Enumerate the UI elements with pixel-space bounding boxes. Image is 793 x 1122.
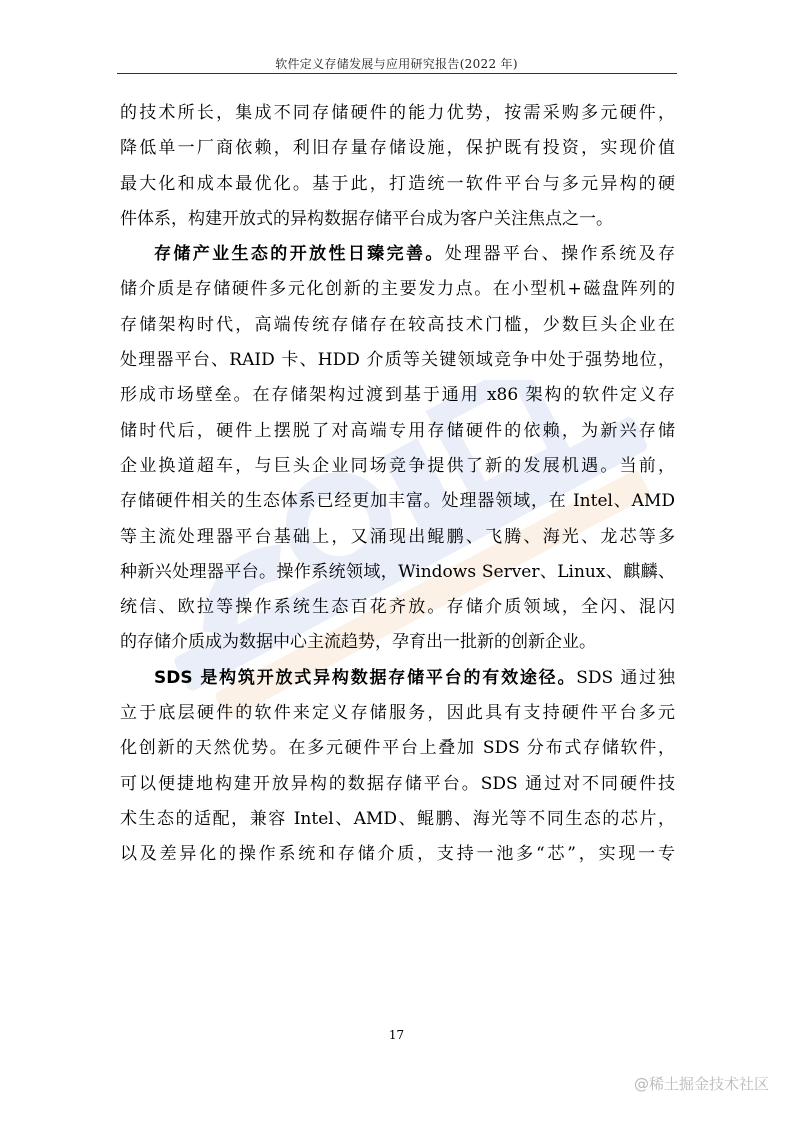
text-run: 储时代后，硬件上摆脱了对高端专用存储硬件的依赖，为新兴存储 — [120, 420, 675, 441]
text-line — [120, 520, 675, 555]
text-line — [120, 625, 675, 660]
source-credit: @稀土掘金技术社区 — [633, 1075, 769, 1093]
text-run: 企业换道超车，与巨头企业同场竞争提供了新的发展机遇。当前， — [120, 455, 675, 476]
text-run: 立于底层硬件的软件来定义存储服务，因此具有支持硬件平台多元 — [120, 703, 675, 724]
text-run: 形成市场壁垒。在存储架构过渡到基于通用 x86 架构的软件定义存 — [120, 385, 675, 406]
text-run: 存储架构时代，高端传统存储存在较高技术门槛，少数巨头企业在 — [120, 314, 675, 335]
text-run: 种新兴处理器平台。操作系统领域，Windows Server、Linux、麒麟、 — [120, 561, 675, 582]
text-line — [120, 767, 675, 802]
text-line — [120, 484, 675, 519]
text-line — [120, 378, 675, 413]
running-header: 软件定义存储发展与应用研究报告(2022 年) — [275, 57, 518, 71]
text-run: 最大化和成本最优化。基于此，打造统一软件平台与多元异构的硬 — [120, 173, 675, 194]
text-run: 可以便捷地构建开放异构的数据存储平台。SDS 通过对不同硬件技 — [120, 773, 675, 794]
text-line — [120, 414, 675, 449]
page-number: 17 — [388, 1028, 405, 1042]
text-line — [120, 661, 675, 696]
text-run: 统信、欧拉等操作系统生态百花齐放。存储介质领域，全闪、混闪 — [120, 597, 675, 618]
text-run: 件体系，构建开放式的异构数据存储平台成为客户关注焦点之一。 — [120, 208, 613, 229]
text-line — [120, 555, 675, 590]
body-text — [120, 96, 675, 873]
text-run: 的技术所长，集成不同存储硬件的能力优势，按需采购多元硬件， — [120, 103, 675, 123]
text-line — [120, 837, 675, 872]
text-line — [120, 272, 675, 307]
text-run: 处理器平台、RAID 卡、HDD 介质等关键领域竞争中处于强势地位， — [120, 350, 675, 371]
text-line — [120, 731, 675, 766]
text-line — [120, 449, 675, 484]
text-line — [120, 343, 675, 378]
text-run: 降低单一厂商依赖，利旧存量存储设施，保护既有投资，实现价值 — [120, 138, 675, 159]
text-line — [120, 237, 675, 272]
text-line — [120, 308, 675, 343]
text-run: 存储硬件相关的生态体系已经更加丰富。处理器领域，在 Intel、AMD — [120, 491, 675, 512]
text-line — [120, 96, 675, 131]
text-line — [120, 131, 675, 166]
text-run: 处理器平台、操作系统及存 — [444, 244, 676, 265]
bold-lead-phrase: SDS 是构筑开放式异构数据存储平台的有效途径。 — [154, 667, 577, 688]
text-run: 等主流处理器平台基础上，又涌现出鲲鹏、飞腾、海光、龙芯等多 — [120, 526, 675, 547]
text-run: SDS 通过独 — [576, 667, 675, 688]
text-line — [120, 202, 675, 237]
bold-lead-phrase: 存储产业生态的开放性日臻完善。 — [154, 244, 445, 265]
text-line — [120, 802, 675, 837]
text-run: 储介质是存储硬件多元化创新的主要发力点。在小型机+磁盘阵列的 — [120, 279, 675, 300]
text-run: 以及差异化的操作系统和存储介质，支持一池多“芯”，实现一专 — [120, 844, 675, 865]
header-rule — [117, 73, 677, 74]
text-line — [120, 696, 675, 731]
text-run: 术生态的适配，兼容 Intel、AMD、鲲鹏、海光等不同生态的芯片， — [120, 808, 675, 829]
text-line — [120, 590, 675, 625]
text-line — [120, 167, 675, 202]
text-run: 化创新的天然优势。在多元硬件平台上叠加 SDS 分布式存储软件， — [120, 738, 675, 759]
text-run: 的存储介质成为数据中心主流趋势，孕育出一批新的创新企业。 — [120, 632, 596, 653]
